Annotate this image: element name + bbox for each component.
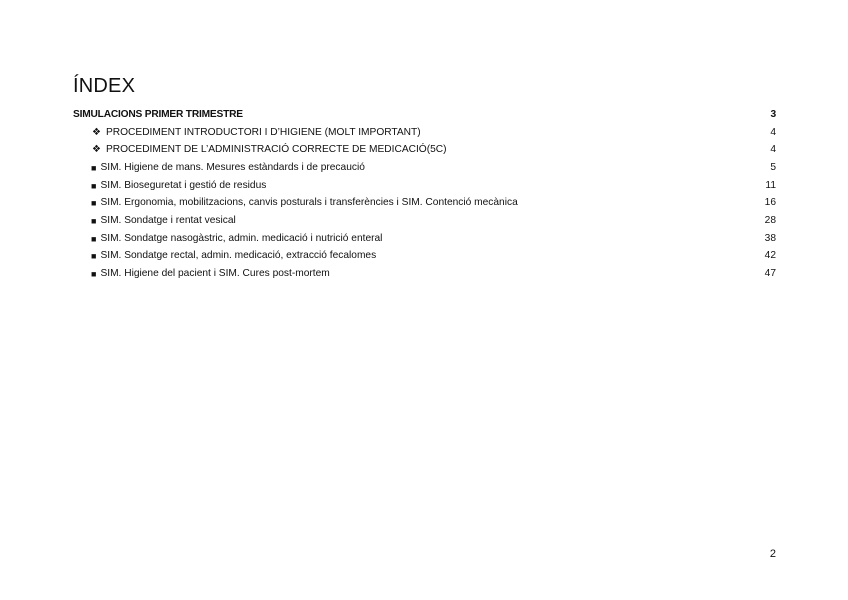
square-bullet-icon: ■ (91, 215, 97, 226)
toc-item[interactable] (73, 230, 776, 248)
toc-item[interactable] (73, 194, 776, 212)
toc-item-label: SIM. Bioseguretat i gestió de residus (100, 179, 267, 191)
toc-item[interactable] (73, 248, 776, 266)
toc-item-label: PROCEDIMENT INTRODUCTORI I D’HIGIENE (MOLT IMPORTANT) (105, 126, 421, 138)
toc-page-number: 38 (764, 232, 776, 244)
toc-page-number: 3 (770, 108, 776, 120)
toc-page-number: 47 (764, 268, 776, 280)
toc-item[interactable] (73, 124, 776, 142)
toc-item-label: SIM. Sondatge i rentat vesical (100, 214, 236, 226)
page-title: ÍNDEX (73, 75, 136, 97)
diamond-bullet-icon: ❖ (92, 144, 101, 156)
square-bullet-icon: ■ (91, 198, 97, 209)
toc-label-wrap (73, 249, 756, 263)
toc-item[interactable] (73, 141, 776, 159)
toc-label-wrap (73, 214, 756, 228)
toc-item[interactable] (73, 265, 776, 283)
toc-label-wrap (73, 126, 756, 140)
toc-page-number: 5 (770, 161, 776, 173)
toc-item[interactable] (73, 159, 776, 177)
toc-item-label: PROCEDIMENT DE L’ADMINISTRACIÓ CORRECTE DE MEDICACIÓ(5C) (105, 144, 447, 156)
toc-item-label: SIM. Sondatge rectal, admin. medicació, extracció fecalomes (100, 250, 377, 262)
toc-item-label: SIM. Sondatge nasogàstric, admin. medicació i nutrició enteral (100, 232, 383, 244)
toc-item-label: SIM. Higiene de mans. Mesures estàndards i de precaució (100, 161, 365, 173)
toc-page-number: 4 (770, 126, 776, 138)
toc-page-number: 42 (764, 250, 776, 262)
toc-label-wrap (73, 179, 756, 193)
page-number: 2 (769, 548, 776, 560)
toc-item[interactable] (73, 212, 776, 230)
toc-label-wrap (73, 143, 756, 157)
square-bullet-icon: ■ (91, 233, 97, 244)
square-bullet-icon: ■ (91, 180, 97, 191)
toc-label-wrap (73, 267, 756, 281)
toc-page-number: 28 (764, 214, 776, 226)
toc-item-label: SIM. Ergonomia, mobilitzacions, canvis posturals i transferències i SIM. Contenció mecànica (100, 197, 518, 209)
square-bullet-icon: ■ (91, 251, 97, 262)
toc-section-row[interactable] (73, 106, 776, 124)
toc-section-label: SIMULACIONS PRIMER TRIMESTRE (73, 108, 243, 120)
toc-label-wrap (73, 108, 756, 122)
diamond-bullet-icon: ❖ (92, 126, 101, 138)
table-of-contents (73, 106, 776, 283)
toc-label-wrap (73, 161, 756, 175)
square-bullet-icon: ■ (91, 269, 97, 280)
square-bullet-icon: ■ (91, 162, 97, 173)
toc-page-number: 4 (770, 144, 776, 156)
toc-label-wrap (73, 232, 756, 246)
toc-item-label: SIM. Higiene del pacient i SIM. Cures post-mortem (100, 268, 330, 280)
toc-page-number: 11 (765, 179, 776, 191)
toc-page-number: 16 (764, 197, 776, 209)
toc-item[interactable] (73, 177, 776, 195)
toc-label-wrap (73, 196, 756, 210)
